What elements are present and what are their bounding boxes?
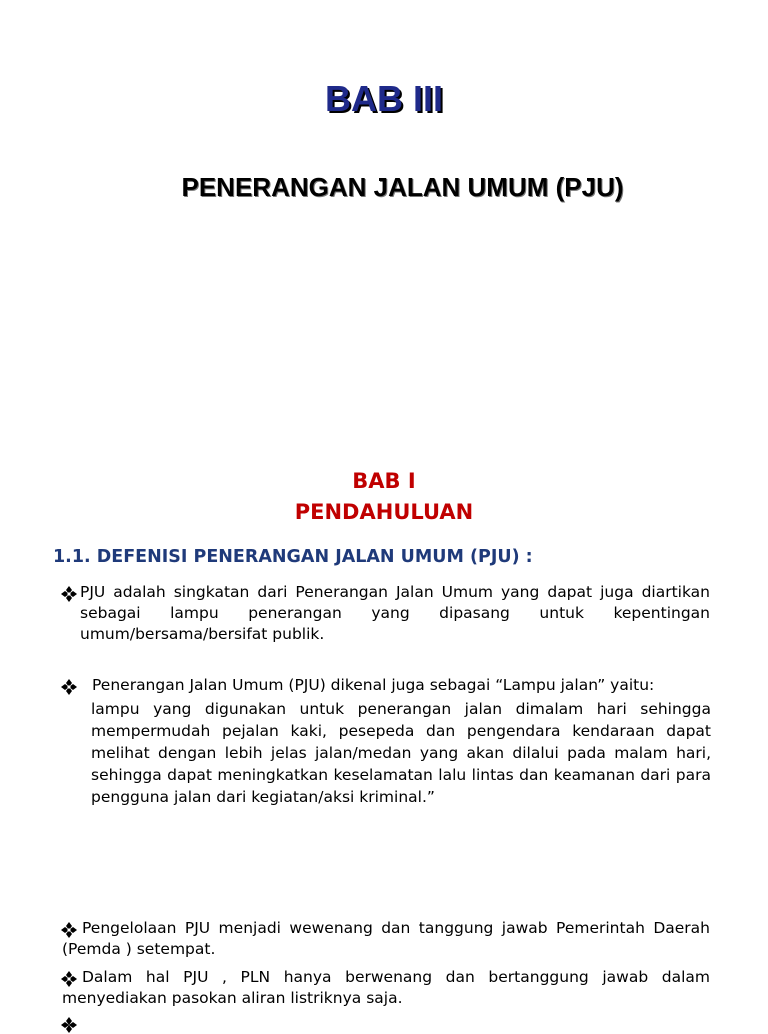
chapter-number: BAB I <box>352 469 416 493</box>
chapter-title: BAB III <box>324 78 443 119</box>
paragraph-lampu-jalan <box>91 698 711 808</box>
document-subtitle: PENERANGAN JALAN UMUM (PJU) <box>181 172 624 202</box>
chapter-name: PENDAHULUAN <box>294 500 474 524</box>
paragraph-lampu-jalan-lead <box>92 675 712 696</box>
text-line: mempermudah pejalan kaki, pesepeda dan pengendara kendaraan dapat <box>91 722 711 740</box>
text-line: (Pemda ) setempat. <box>62 940 216 958</box>
diamond-bullet-icon <box>60 678 78 696</box>
paragraph-pengelolaan <box>62 918 710 960</box>
text-line: menyediakan pasokan aliran listriknya saja. <box>62 989 403 1007</box>
diamond-bullet-icon <box>60 970 78 988</box>
diamond-bullet-icon <box>60 585 78 603</box>
paragraph-pju-definition <box>80 582 710 645</box>
text-line: lampu yang digunakan untuk penerangan jalan dimalam hari sehingga <box>91 700 711 718</box>
diamond-bullet-icon <box>60 921 78 939</box>
section-heading: 1.1. DEFENISI PENERANGAN JALAN UMUM (PJU) : <box>53 547 533 567</box>
text-line: PJU adalah singkatan dari Penerangan Jalan Umum yang dapat juga diartikan <box>80 583 710 601</box>
text-line: sebagai lampu penerangan yang dipasang untuk kepentingan <box>80 604 710 622</box>
text-line: sehingga dapat meningkatkan keselamatan lalu lintas dan keamanan dari para <box>91 766 711 784</box>
text-line: melihat dengan lebih jelas jalan/medan yang akan dilalui pada malam hari, <box>91 744 711 762</box>
text-line: pengguna jalan dari kegiatan/aksi kriminal.” <box>91 788 435 806</box>
diamond-bullet-icon <box>60 1016 78 1034</box>
text-line: umum/bersama/bersifat publik. <box>80 625 325 643</box>
paragraph-pln <box>62 967 710 1009</box>
text-line: Dalam hal PJU , PLN hanya berwenang dan bertanggung jawab dalam <box>82 968 710 986</box>
text-line: Pengelolaan PJU menjadi wewenang dan tanggung jawab Pemerintah Daerah <box>82 919 710 937</box>
text-line: Penerangan Jalan Umum (PJU) dikenal juga sebagai “Lampu jalan” yaitu: <box>92 676 655 694</box>
